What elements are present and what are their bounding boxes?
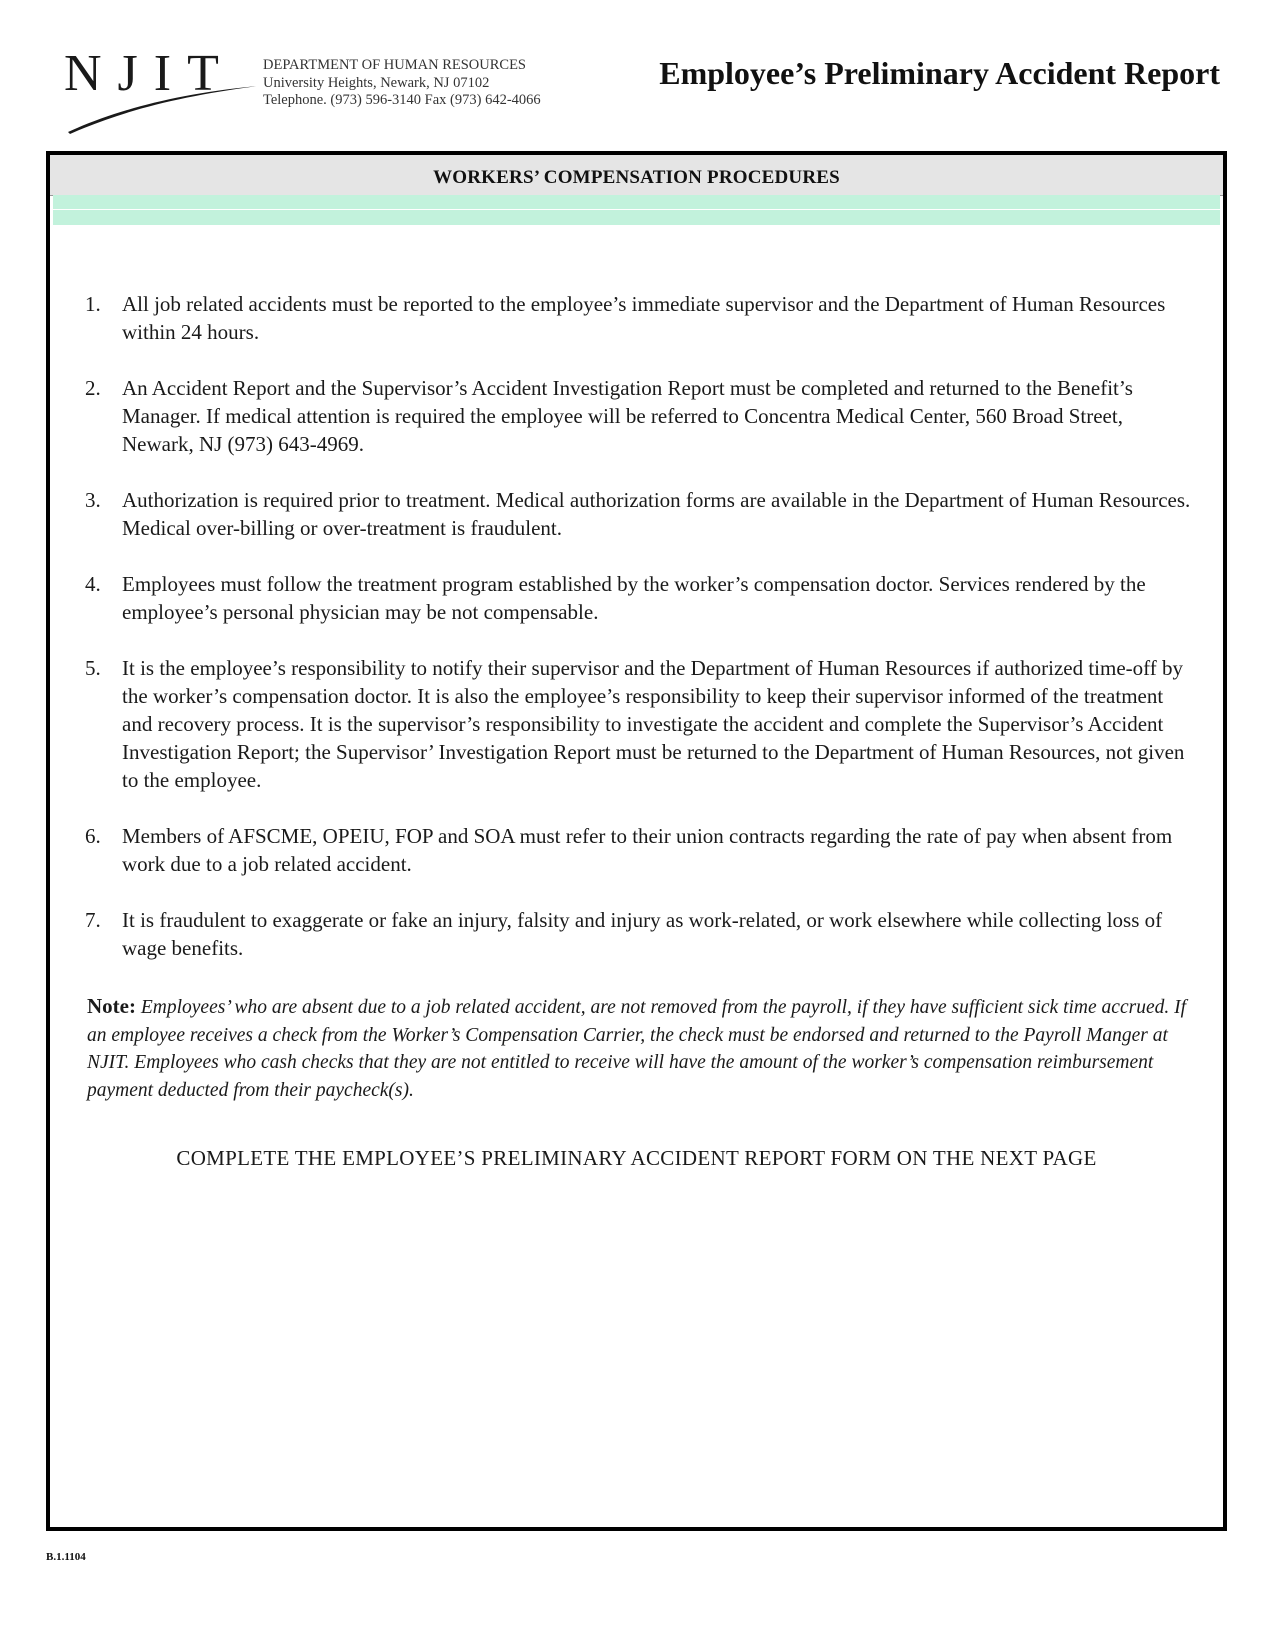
procedure-number: 4.: [85, 572, 101, 596]
njit-logo: [62, 44, 262, 144]
note-text: Employees’ who are absent due to a job related accident, are not removed from the payroll, if they have sufficient sick time accrued. If an employee receives a check from the Worker’s Compensation Carrier, the check must be endorsed and returned to the Payroll Manger at NJIT. Employees who cash checks that they are not entitled to receive will have the amount of the worker’s compensation reimbursement payment deducted from their paycheck(s).: [87, 997, 1187, 1101]
department-address: University Heights, Newark, NJ 07102: [263, 74, 490, 91]
procedure-text: It is fraudulent to exaggerate or fake an injury, falsity and injury as work-related, or work elsewhere while collecting loss of wage benefits.: [122, 908, 1163, 960]
department-contact-block: [263, 57, 541, 110]
procedure-item: [85, 570, 1195, 626]
form-code: B.1.1104: [46, 1551, 86, 1563]
procedure-item: [85, 906, 1195, 962]
procedure-text: Employees must follow the treatment program established by the worker’s compensation doctor. Services rendered by the employee’s personal physician may be not compensable.: [122, 572, 1146, 624]
note-paragraph: [87, 993, 1197, 1104]
procedure-item: [85, 486, 1195, 542]
procedure-number: 6.: [85, 824, 101, 848]
procedure-text: An Accident Report and the Supervisor’s Accident Investigation Report must be completed and returned to the Benefit’s Manager. If medical attention is required the employee will be referred to Concentra Medical Center, 560 Broad Street, Newark, NJ (973) 643-4969.: [122, 376, 1133, 456]
procedure-number: 5.: [85, 656, 101, 680]
band-divider: [53, 209, 1220, 210]
procedure-item: [85, 822, 1195, 878]
procedure-text: Members of AFSCME, OPEIU, FOP and SOA must refer to their union contracts regarding the rate of pay when absent from work due to a job related accident.: [122, 824, 1173, 876]
section-heading: WORKERS’ COMPENSATION PROCEDURES: [50, 155, 1223, 196]
procedure-text: All job related accidents must be reported to the employee’s immediate supervisor and the Department of Human Resources within 24 hours.: [122, 292, 1166, 344]
heading-band: [53, 195, 1220, 225]
procedure-number: 1.: [85, 292, 101, 316]
department-name: DEPARTMENT OF HUMAN RESOURCES: [263, 57, 526, 73]
svg-text:NJIT: NJIT: [64, 45, 235, 102]
next-page-instruction: COMPLETE THE EMPLOYEE’S PRELIMINARY ACCIDENT REPORT FORM ON THE NEXT PAGE: [176, 1146, 1097, 1170]
procedure-item: [85, 374, 1195, 458]
procedure-number: 3.: [85, 488, 101, 512]
procedure-text: Authorization is required prior to treatment. Medical authorization forms are available in the Department of Human Resources. Medical over-billing or over-treatment is fraudulent.: [122, 488, 1191, 540]
procedure-number: 7.: [85, 908, 101, 932]
department-phone-fax: Telephone. (973) 596-3140 Fax (973) 642-4066: [263, 92, 541, 108]
note-label: Note:: [87, 994, 136, 1018]
document-title: Employee’s Preliminary Accident Report: [659, 55, 1220, 91]
procedure-item: [85, 290, 1195, 346]
procedure-text: It is the employee’s responsibility to notify their supervisor and the Department of Human Resources if authorized time-off by the worker’s compensation doctor. It is also the employee’s responsibility to keep their supervisor informed of the treatment and recovery process. It is the supervisor’s responsibility to investigate the accident and complete the Supervisor’s Accident Investigation Report; the Supervisor’ Investigation Report must be returned to the Department of Human Resources, not given to the employee.: [122, 656, 1185, 792]
procedure-number: 2.: [85, 376, 101, 400]
procedure-item: [85, 654, 1195, 794]
procedures-frame: [46, 151, 1227, 1531]
procedures-list: [85, 290, 1195, 990]
